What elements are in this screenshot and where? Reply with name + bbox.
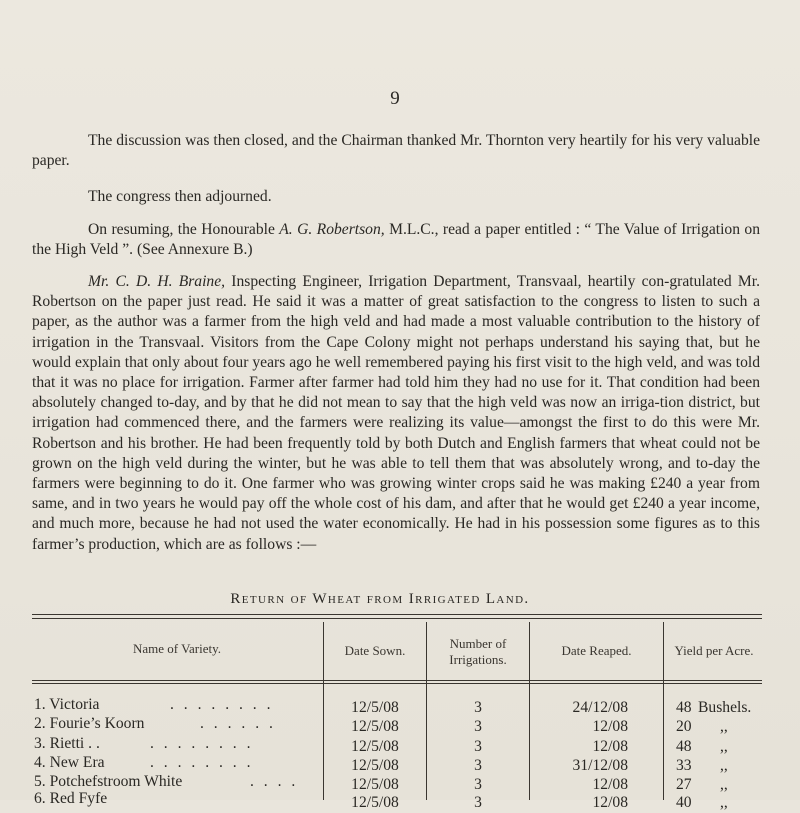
row-leader-dots: . . . . . . . . xyxy=(150,735,254,752)
header-yield: Yield per Acre. xyxy=(674,643,754,658)
row-variety-name: 3. Rietti . . xyxy=(34,735,100,752)
row-date-sown: 12/5/08 xyxy=(351,794,399,811)
row-yield: 20 xyxy=(676,718,692,735)
header-date-reaped: Date Reaped. xyxy=(561,643,632,658)
paragraph-text: The congress then adjourned. xyxy=(88,188,272,205)
table-header-rule-double xyxy=(32,683,762,684)
header-irrigations xyxy=(427,636,529,668)
row-date-reaped: 12/08 xyxy=(592,718,628,735)
row-yield: 40 xyxy=(676,794,692,811)
row-leader-dots: . . . . . . . . xyxy=(150,754,254,771)
paragraph-discussion-closed xyxy=(32,131,760,171)
row-yield-unit: ,, xyxy=(720,718,728,735)
row-date-sown: 12/5/08 xyxy=(351,699,399,716)
page-number: 9 xyxy=(390,88,400,109)
speaker-name: Mr. C. D. H. Braine, xyxy=(88,273,226,290)
row-variety-name: 2. Fourie’s Koorn xyxy=(34,715,145,732)
table-top-rule xyxy=(32,614,762,615)
row-yield: 27 xyxy=(676,776,692,793)
row-yield-unit: ,, xyxy=(720,776,728,793)
row-date-sown: 12/5/08 xyxy=(351,738,399,755)
row-date-sown: 12/5/08 xyxy=(351,718,399,735)
row-date-reaped: 12/08 xyxy=(592,738,628,755)
paragraph-resuming xyxy=(32,220,760,260)
row-irrigations: 3 xyxy=(474,738,482,755)
table-header-rule xyxy=(32,680,762,681)
row-date-sown: 12/5/08 xyxy=(351,776,399,793)
row-yield-unit: ,, xyxy=(720,738,728,755)
paragraph-text: Inspecting Engineer, Irrigation Department, Transvaal, heartily con-gratulated Mr. Robertson on the paper just read. He said it was a matter of great satisfaction to the congress to listen to such a paper, as the author was a farmer from the high veld and had made a most valuable contribution to the history of irrigation in the Transvaal. Visitors from the Cape Colony might not perhaps understand his saying that, but he would explain that only about four years ago he well remembered paying his first visit to the high veld, and was told that it was no place for irrigation. Farmer after farmer had told him they had no use for it. That condition had been absolutely changed to-day, and by that he did not mean to say that the high veld was now an irriga-tion district, but irrigation had commenced there, and the farmers were realizing its value—amongst the first to do this were Mr. Robertson and his brother. He had been frequently told by both Dutch and English farmers that wheat could not be grown on the high veld during the winter, but he was able to tell them that was absolutely wrong, and to-day the farmers were beginning to do it. One farmer who was growing winter crops said he was making £240 a year from same, and in two years he would pay off the whole cost of his dam, and after that he would get £240 a year income, and much more, because he had not used the water economically. He had in his possession some figures as to this farmer’s production, which are as follows :— xyxy=(32,273,760,553)
row-irrigations: 3 xyxy=(474,776,482,793)
row-date-reaped: 12/08 xyxy=(592,794,628,811)
header-irrigations-line1: Number of xyxy=(449,636,507,651)
row-date-reaped: 31/12/08 xyxy=(572,757,628,774)
paragraph-adjourned xyxy=(32,187,760,207)
header-irrigations-line2: Irrigations. xyxy=(449,652,507,667)
row-date-reaped: 24/12/08 xyxy=(572,699,628,716)
table-top-rule-double xyxy=(32,618,762,619)
row-irrigations: 3 xyxy=(474,699,482,716)
paragraph-text: M.L.C., read a paper entitled : “ The Value of Irrigation on the High Veld ”. (See Annexure B.) xyxy=(32,221,760,259)
row-yield: 48 xyxy=(676,738,692,755)
row-leader-dots: . . . . . . xyxy=(200,715,276,732)
row-yield-unit: ,, xyxy=(720,757,728,774)
row-irrigations: 3 xyxy=(474,794,482,811)
table-title: Return of Wheat from Irrigated Land. xyxy=(230,591,530,607)
row-variety-name: 4. New Era xyxy=(34,754,105,771)
paragraph-text: The discussion was then closed, and the Chairman thanked Mr. Thornton very heartily for his very valuable paper. xyxy=(32,132,760,170)
header-date-sown: Date Sown. xyxy=(344,643,406,658)
row-date-reaped: 12/08 xyxy=(592,776,628,793)
row-yield-unit: ,, xyxy=(720,794,728,811)
paragraph-braine xyxy=(32,272,760,555)
paragraph-text: On resuming, the Honourable xyxy=(88,221,280,238)
header-variety: Name of Variety. xyxy=(132,641,222,656)
row-variety-name: 1. Victoria xyxy=(34,696,100,713)
row-leader-dots: . . . . . . . . xyxy=(170,696,274,713)
row-variety-name: 5. Potchefstroom White xyxy=(34,773,183,790)
row-yield: 33 xyxy=(676,757,692,774)
row-irrigations: 3 xyxy=(474,718,482,735)
speaker-name: A. G. Robertson, xyxy=(279,221,385,238)
row-variety-name: 6. Red Fyfe xyxy=(34,790,108,807)
row-leader-dots: . . . . xyxy=(250,773,299,790)
row-irrigations: 3 xyxy=(474,757,482,774)
row-yield: 48 xyxy=(676,699,692,716)
row-yield-unit: Bushels. xyxy=(698,699,752,716)
row-date-sown: 12/5/08 xyxy=(351,757,399,774)
